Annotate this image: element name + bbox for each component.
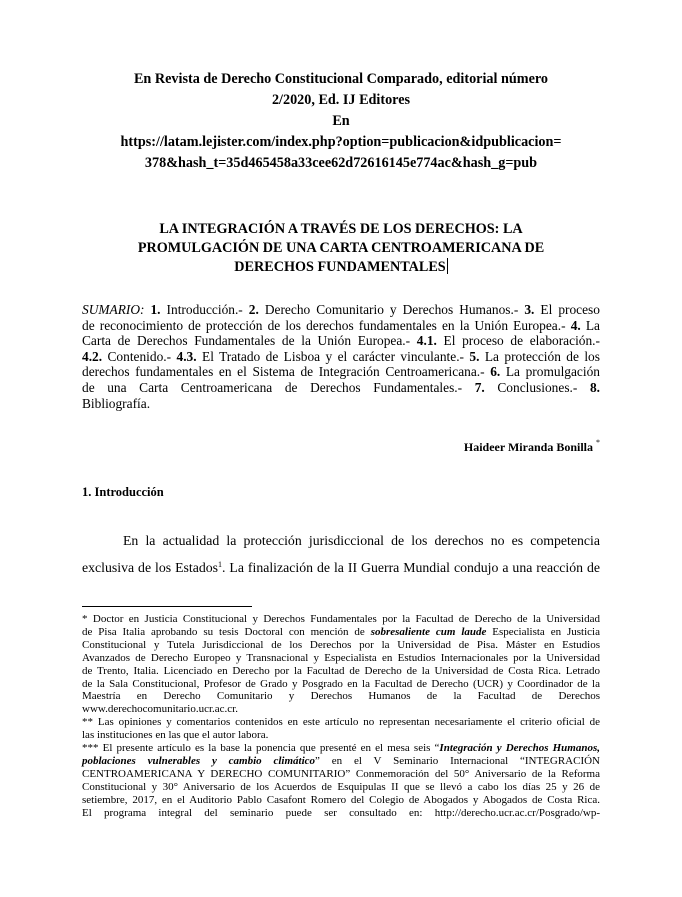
footnote-line: setiembre, 2017, en el Auditorio Pablo Casafont Romero del Colegio de Abogados y Abogados de Costa Rica.	[82, 793, 600, 806]
title-line-3-text: DERECHOS FUNDAMENTALES	[234, 259, 446, 275]
footnote-line: Maestría en Derecho Comunitario y Derechos Humanos de la Facultad de Derechos	[82, 690, 600, 703]
summary-line: SUMARIO: 1. Introducción.- 2. Derecho Comunitario y Derechos Humanos.- 3. El proceso	[82, 302, 600, 317]
author-name: Haideer Miranda Bonilla *	[463, 438, 600, 454]
section-heading: 1. Introducción	[82, 485, 164, 499]
publication-line-edition: 2/2020, Ed. IJ Editores	[271, 92, 411, 108]
summary-line: derechos fundamentales en el Sistema de Integración Centroamericana.- 6. La promulgación	[82, 364, 600, 380]
footnote-separator	[82, 606, 252, 607]
publication-reference	[82, 69, 600, 174]
footnote-line: ** Las opiniones y comentarios contenidos en este artículo no representan necesariamente el criterio oficial de	[82, 716, 600, 729]
footnote-line: las instituciones en las que el autor labora.	[82, 729, 269, 742]
body-line: En la actualidad la protección jurisdiccional de los derechos no es competencia	[123, 533, 600, 548]
footnote-link[interactable]: www.derechocomunitario.ucr.ac.cr.	[82, 703, 238, 716]
footnote-line: * Doctor en Justicia Constitucional y Derechos Fundamentales por la Facultad de Derecho de la Universidad	[82, 613, 600, 625]
body-line: exclusiva de los Estados$^1$. La finalización de la II Guerra Mundial condujo a una reacción de	[82, 560, 600, 575]
publication-line-journal: En Revista de Derecho Constitucional Comparado, editorial número	[133, 71, 549, 87]
text-cursor	[447, 258, 448, 274]
summary-line: Bibliografía.	[82, 395, 151, 411]
footnote-line: de la Sala Constitucional, Profesor de Grado y Posgrado en la Facultad de Derecho (UCR) y Coordinador de la	[82, 677, 600, 690]
title-line-1: LA INTEGRACIÓN A TRAVÉS DE LOS DERECHOS: LA	[159, 221, 523, 237]
summary-label: SUMARIO:	[82, 302, 145, 317]
footnote-line: *** El presente artículo es la base la ponencia que presenté en el mesa seis “Integración y Derechos Humanos,	[82, 742, 600, 755]
publication-url-line-1: https://latam.lejister.com/index.php?option=publicacion&idpublicacion=	[120, 134, 562, 150]
footnote-line: de Pisa Italia aprobando su tesis Doctoral con mención de sobresaliente cum laude Especialista en Justicia	[82, 625, 600, 638]
summary-line: de una Carta Centroamericana de Derechos Fundamentales.- 7. Conclusiones.- 8.	[82, 379, 600, 395]
footnote-emphasis: sobresaliente cum laude	[370, 625, 487, 638]
footnotes	[82, 613, 600, 820]
body-paragraph	[82, 529, 600, 580]
author-footnote-mark: *	[596, 438, 600, 447]
footnote-line: CENTROAMERICANA Y DERECHO COMUNITARIO” Conmemoración del 50° Aniversario de la Reforma	[82, 767, 600, 780]
publication-url-line-2: 378&hash_t=35d465458a33cee62d72616145e774ac&hash_g=pub	[144, 155, 538, 171]
footnote-line: Constitucional y 30° Aniversario de los Acuerdos de Esquipulas II que se llevó a cabo los días 25 y 26 de	[82, 780, 600, 793]
footnote-line: poblaciones vulnerables y cambio climático” en el V Seminario Internacional “INTEGRACIÓN	[82, 754, 600, 767]
footnote-line: El programa integral del seminario puede ser consultado en: http://derecho.ucr.ac.cr/Posgrado/wp-	[82, 806, 600, 819]
footnote-ref[interactable]: 1	[218, 560, 222, 569]
footnote-line: Constitucional y Tutela Jurisdiccional de los Derechos por la Universidad de Pisa. Máster en Estudios	[82, 638, 600, 651]
footnote-line: de Trento, Italia. Licenciado en Derecho por la Facultad de Derecho de la Universidad de Costa Rica. Letrado	[82, 664, 600, 677]
article-title	[82, 220, 600, 277]
summary-line: 4.2. Contenido.- 4.3. El Tratado de Lisboa y el carácter vinculante.- 5. La protección de los	[82, 348, 600, 364]
summary-line: de reconocimiento de protección de los derechos fundamentales en la Unión Europea.- 4. La	[82, 317, 600, 333]
title-line-3	[82, 258, 600, 277]
summary-block	[82, 302, 600, 411]
title-line-2: PROMULGACIÓN DE UNA CARTA CENTROAMERICANA DE	[137, 240, 545, 256]
footnote-line: Avanzados de Derecho Europeo y Transnacional y Especialista en Estudios Internacionales por la Universidad	[82, 651, 600, 664]
summary-line: Carta de Derechos Fundamentales de la Unión Europea.- 4.1. El proceso de elaboración.-	[82, 333, 600, 349]
publication-line-en: En	[332, 113, 350, 129]
